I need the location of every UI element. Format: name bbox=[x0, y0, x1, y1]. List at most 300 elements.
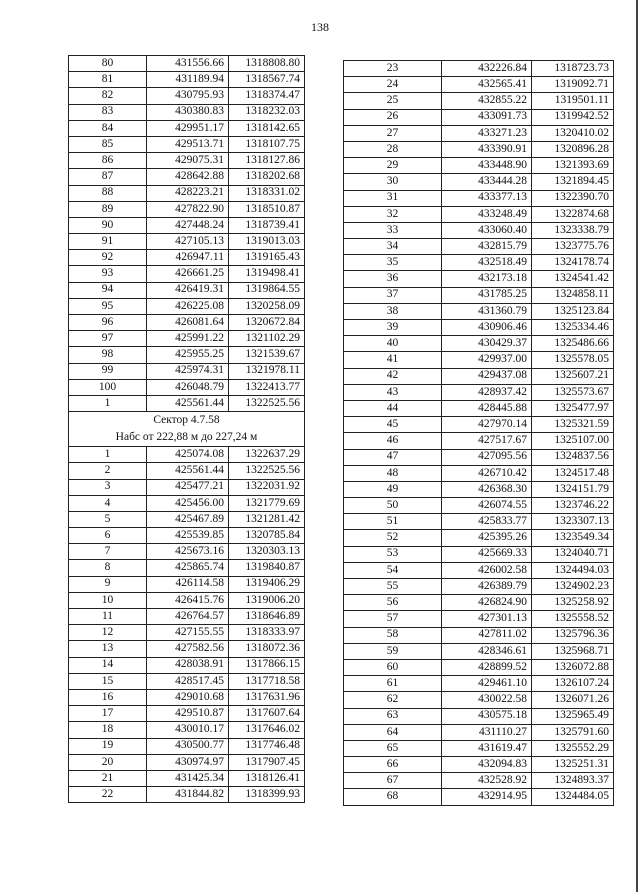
table-row bbox=[344, 158, 614, 174]
x-coordinate: 428642.88 bbox=[147, 169, 229, 185]
table-row bbox=[344, 77, 614, 93]
x-coordinate: 429513.71 bbox=[147, 136, 229, 152]
y-coordinate: 1322413.77 bbox=[229, 379, 305, 395]
x-coordinate: 425669.33 bbox=[442, 546, 532, 562]
y-coordinate: 1325573.67 bbox=[532, 384, 614, 400]
x-coordinate: 433060.40 bbox=[442, 222, 532, 238]
x-coordinate: 426389.79 bbox=[442, 579, 532, 595]
table-row bbox=[69, 528, 305, 544]
table-row bbox=[69, 673, 305, 689]
table-row bbox=[69, 201, 305, 217]
point-number: 94 bbox=[69, 282, 147, 298]
point-number: 52 bbox=[344, 530, 442, 546]
y-coordinate: 1324858.11 bbox=[532, 287, 614, 303]
table-row bbox=[344, 125, 614, 141]
point-number: 40 bbox=[344, 336, 442, 352]
y-coordinate: 1319498.41 bbox=[229, 266, 305, 282]
x-coordinate: 426368.30 bbox=[442, 481, 532, 497]
table-row bbox=[344, 206, 614, 222]
point-number: 27 bbox=[344, 125, 442, 141]
point-number: 56 bbox=[344, 595, 442, 611]
y-coordinate: 1317746.48 bbox=[229, 738, 305, 754]
x-coordinate: 433091.73 bbox=[442, 109, 532, 125]
point-number: 32 bbox=[344, 206, 442, 222]
y-coordinate: 1317718.58 bbox=[229, 673, 305, 689]
x-coordinate: 427105.13 bbox=[147, 234, 229, 250]
point-number: 43 bbox=[344, 384, 442, 400]
point-number: 49 bbox=[344, 481, 442, 497]
y-coordinate: 1317907.45 bbox=[229, 754, 305, 770]
coordinates-rows-top bbox=[69, 56, 305, 412]
coordinates-table-right bbox=[343, 60, 614, 806]
table-row bbox=[344, 239, 614, 255]
point-number: 36 bbox=[344, 271, 442, 287]
point-number: 34 bbox=[344, 239, 442, 255]
point-number: 91 bbox=[69, 234, 147, 250]
table-row bbox=[344, 255, 614, 271]
y-coordinate: 1325334.46 bbox=[532, 320, 614, 336]
y-coordinate: 1318126.41 bbox=[229, 770, 305, 786]
table-row bbox=[69, 641, 305, 657]
x-coordinate: 428445.88 bbox=[442, 400, 532, 416]
x-coordinate: 433248.49 bbox=[442, 206, 532, 222]
table-row bbox=[69, 560, 305, 576]
y-coordinate: 1322637.29 bbox=[229, 447, 305, 463]
y-coordinate: 1319092.71 bbox=[532, 77, 614, 93]
x-coordinate: 429937.00 bbox=[442, 352, 532, 368]
point-number: 93 bbox=[69, 266, 147, 282]
y-coordinate: 1324494.03 bbox=[532, 562, 614, 578]
point-number: 37 bbox=[344, 287, 442, 303]
y-coordinate: 1324040.71 bbox=[532, 546, 614, 562]
x-coordinate: 432226.84 bbox=[442, 61, 532, 77]
coordinates-rows-right bbox=[344, 61, 614, 806]
table-row bbox=[344, 109, 614, 125]
y-coordinate: 1325123.84 bbox=[532, 303, 614, 319]
table-row bbox=[69, 722, 305, 738]
point-number: 88 bbox=[69, 185, 147, 201]
y-coordinate: 1319942.52 bbox=[532, 109, 614, 125]
x-coordinate: 426048.79 bbox=[147, 379, 229, 395]
point-number: 92 bbox=[69, 250, 147, 266]
table-row bbox=[344, 449, 614, 465]
point-number: 25 bbox=[344, 93, 442, 109]
sector-header bbox=[69, 412, 305, 447]
y-coordinate: 1321894.45 bbox=[532, 174, 614, 190]
x-coordinate: 425833.77 bbox=[442, 514, 532, 530]
point-number: 51 bbox=[344, 514, 442, 530]
y-coordinate: 1326072.88 bbox=[532, 659, 614, 675]
x-coordinate: 431556.66 bbox=[147, 56, 229, 72]
y-coordinate: 1325968.71 bbox=[532, 643, 614, 659]
y-coordinate: 1322525.56 bbox=[229, 395, 305, 411]
x-coordinate: 430429.37 bbox=[442, 336, 532, 352]
x-coordinate: 427448.24 bbox=[147, 217, 229, 233]
point-number: 63 bbox=[344, 708, 442, 724]
point-number: 46 bbox=[344, 433, 442, 449]
x-coordinate: 432815.79 bbox=[442, 239, 532, 255]
point-number: 21 bbox=[69, 770, 147, 786]
y-coordinate: 1323338.79 bbox=[532, 222, 614, 238]
table-row bbox=[344, 303, 614, 319]
x-coordinate: 426415.76 bbox=[147, 592, 229, 608]
point-number: 57 bbox=[344, 611, 442, 627]
point-number: 28 bbox=[344, 141, 442, 157]
y-coordinate: 1318808.80 bbox=[229, 56, 305, 72]
point-number: 24 bbox=[344, 77, 442, 93]
point-number: 26 bbox=[344, 109, 442, 125]
table-row bbox=[344, 481, 614, 497]
table-row bbox=[69, 315, 305, 331]
y-coordinate: 1318127.86 bbox=[229, 153, 305, 169]
x-coordinate: 426081.64 bbox=[147, 315, 229, 331]
y-coordinate: 1323775.76 bbox=[532, 239, 614, 255]
y-coordinate: 1318374.47 bbox=[229, 88, 305, 104]
table-row bbox=[344, 141, 614, 157]
point-number: 67 bbox=[344, 773, 442, 789]
y-coordinate: 1318072.36 bbox=[229, 641, 305, 657]
y-coordinate: 1325251.31 bbox=[532, 757, 614, 773]
table-row bbox=[344, 400, 614, 416]
table-row bbox=[69, 511, 305, 527]
x-coordinate: 425865.74 bbox=[147, 560, 229, 576]
point-number: 41 bbox=[344, 352, 442, 368]
x-coordinate: 427582.56 bbox=[147, 641, 229, 657]
y-coordinate: 1321539.67 bbox=[229, 347, 305, 363]
point-number: 60 bbox=[344, 659, 442, 675]
table-row bbox=[69, 250, 305, 266]
y-coordinate: 1319840.87 bbox=[229, 560, 305, 576]
point-number: 18 bbox=[69, 722, 147, 738]
x-coordinate: 426947.11 bbox=[147, 250, 229, 266]
table-row bbox=[69, 120, 305, 136]
y-coordinate: 1324902.23 bbox=[532, 579, 614, 595]
y-coordinate: 1320896.28 bbox=[532, 141, 614, 157]
table-row bbox=[69, 104, 305, 120]
point-number: 4 bbox=[69, 495, 147, 511]
table-row bbox=[344, 384, 614, 400]
x-coordinate: 433377.13 bbox=[442, 190, 532, 206]
y-coordinate: 1318331.02 bbox=[229, 185, 305, 201]
x-coordinate: 425539.85 bbox=[147, 528, 229, 544]
point-number: 97 bbox=[69, 331, 147, 347]
x-coordinate: 433390.91 bbox=[442, 141, 532, 157]
x-coordinate: 428038.91 bbox=[147, 657, 229, 673]
table-row bbox=[69, 689, 305, 705]
point-number: 6 bbox=[69, 528, 147, 544]
y-coordinate: 1319501.11 bbox=[532, 93, 614, 109]
point-number: 9 bbox=[69, 576, 147, 592]
x-coordinate: 430010.17 bbox=[147, 722, 229, 738]
table-row bbox=[69, 282, 305, 298]
y-coordinate: 1320303.13 bbox=[229, 544, 305, 560]
table-row bbox=[344, 93, 614, 109]
point-number: 96 bbox=[69, 315, 147, 331]
y-coordinate: 1321102.29 bbox=[229, 331, 305, 347]
point-number: 55 bbox=[344, 579, 442, 595]
point-number: 35 bbox=[344, 255, 442, 271]
x-coordinate: 425467.89 bbox=[147, 511, 229, 527]
point-number: 89 bbox=[69, 201, 147, 217]
table-row bbox=[344, 61, 614, 77]
table-row bbox=[344, 789, 614, 805]
x-coordinate: 432855.22 bbox=[442, 93, 532, 109]
y-coordinate: 1323549.34 bbox=[532, 530, 614, 546]
table-row bbox=[69, 544, 305, 560]
table-row bbox=[344, 336, 614, 352]
x-coordinate: 427811.02 bbox=[442, 627, 532, 643]
x-coordinate: 427155.55 bbox=[147, 625, 229, 641]
point-number: 13 bbox=[69, 641, 147, 657]
point-number: 82 bbox=[69, 88, 147, 104]
table-row bbox=[344, 773, 614, 789]
point-number: 50 bbox=[344, 498, 442, 514]
y-coordinate: 1324178.74 bbox=[532, 255, 614, 271]
x-coordinate: 427095.56 bbox=[442, 449, 532, 465]
point-number: 68 bbox=[344, 789, 442, 805]
y-coordinate: 1318232.03 bbox=[229, 104, 305, 120]
x-coordinate: 426661.25 bbox=[147, 266, 229, 282]
y-coordinate: 1318739.41 bbox=[229, 217, 305, 233]
point-number: 3 bbox=[69, 479, 147, 495]
table-row bbox=[69, 592, 305, 608]
table-row bbox=[69, 495, 305, 511]
y-coordinate: 1325791.60 bbox=[532, 724, 614, 740]
y-coordinate: 1325607.21 bbox=[532, 368, 614, 384]
table-row bbox=[69, 185, 305, 201]
table-row bbox=[344, 352, 614, 368]
y-coordinate: 1319406.29 bbox=[229, 576, 305, 592]
x-coordinate: 429075.31 bbox=[147, 153, 229, 169]
point-number: 16 bbox=[69, 689, 147, 705]
y-coordinate: 1318142.65 bbox=[229, 120, 305, 136]
point-number: 85 bbox=[69, 136, 147, 152]
point-number: 61 bbox=[344, 676, 442, 692]
y-coordinate: 1318646.89 bbox=[229, 609, 305, 625]
y-coordinate: 1318202.68 bbox=[229, 169, 305, 185]
point-number: 15 bbox=[69, 673, 147, 689]
table-row bbox=[344, 611, 614, 627]
table-row bbox=[69, 347, 305, 363]
y-coordinate: 1324484.05 bbox=[532, 789, 614, 805]
x-coordinate: 433448.90 bbox=[442, 158, 532, 174]
x-coordinate: 431785.25 bbox=[442, 287, 532, 303]
y-coordinate: 1318399.93 bbox=[229, 787, 305, 803]
x-coordinate: 428937.42 bbox=[442, 384, 532, 400]
point-number: 62 bbox=[344, 692, 442, 708]
y-coordinate: 1321978.11 bbox=[229, 363, 305, 379]
point-number: 81 bbox=[69, 72, 147, 88]
x-coordinate: 433444.28 bbox=[442, 174, 532, 190]
x-coordinate: 426764.57 bbox=[147, 609, 229, 625]
x-coordinate: 425974.31 bbox=[147, 363, 229, 379]
point-number: 87 bbox=[69, 169, 147, 185]
table-row bbox=[344, 190, 614, 206]
x-coordinate: 431360.79 bbox=[442, 303, 532, 319]
x-coordinate: 432094.83 bbox=[442, 757, 532, 773]
table-row bbox=[69, 576, 305, 592]
table-row bbox=[69, 266, 305, 282]
coordinates-table-left bbox=[68, 55, 305, 803]
x-coordinate: 426824.90 bbox=[442, 595, 532, 611]
table-row bbox=[344, 740, 614, 756]
y-coordinate: 1319864.55 bbox=[229, 282, 305, 298]
table-row bbox=[69, 136, 305, 152]
y-coordinate: 1319006.20 bbox=[229, 592, 305, 608]
table-row bbox=[344, 530, 614, 546]
y-coordinate: 1324837.56 bbox=[532, 449, 614, 465]
point-number: 38 bbox=[344, 303, 442, 319]
point-number: 65 bbox=[344, 740, 442, 756]
x-coordinate: 431110.27 bbox=[442, 724, 532, 740]
table-row bbox=[344, 320, 614, 336]
x-coordinate: 430974.97 bbox=[147, 754, 229, 770]
x-coordinate: 430906.46 bbox=[442, 320, 532, 336]
y-coordinate: 1325477.97 bbox=[532, 400, 614, 416]
x-coordinate: 426074.55 bbox=[442, 498, 532, 514]
point-number: 44 bbox=[344, 400, 442, 416]
y-coordinate: 1317646.02 bbox=[229, 722, 305, 738]
table-row bbox=[69, 463, 305, 479]
x-coordinate: 425477.21 bbox=[147, 479, 229, 495]
x-coordinate: 428346.61 bbox=[442, 643, 532, 659]
point-number: 42 bbox=[344, 368, 442, 384]
y-coordinate: 1320785.84 bbox=[229, 528, 305, 544]
point-number: 17 bbox=[69, 706, 147, 722]
y-coordinate: 1320258.09 bbox=[229, 298, 305, 314]
x-coordinate: 429461.10 bbox=[442, 676, 532, 692]
table-row bbox=[344, 595, 614, 611]
table-row bbox=[69, 379, 305, 395]
scan-edge-line bbox=[636, 0, 638, 892]
y-coordinate: 1321393.69 bbox=[532, 158, 614, 174]
table-row bbox=[344, 271, 614, 287]
table-row bbox=[69, 625, 305, 641]
point-number: 31 bbox=[344, 190, 442, 206]
table-row bbox=[344, 417, 614, 433]
y-coordinate: 1325578.05 bbox=[532, 352, 614, 368]
point-number: 59 bbox=[344, 643, 442, 659]
y-coordinate: 1319013.03 bbox=[229, 234, 305, 250]
table-row bbox=[69, 754, 305, 770]
point-number: 80 bbox=[69, 56, 147, 72]
x-coordinate: 432173.18 bbox=[442, 271, 532, 287]
point-number: 64 bbox=[344, 724, 442, 740]
y-coordinate: 1320410.02 bbox=[532, 125, 614, 141]
y-coordinate: 1320672.84 bbox=[229, 315, 305, 331]
x-coordinate: 432914.95 bbox=[442, 789, 532, 805]
point-number: 11 bbox=[69, 609, 147, 625]
point-number: 48 bbox=[344, 465, 442, 481]
x-coordinate: 429951.17 bbox=[147, 120, 229, 136]
y-coordinate: 1321779.69 bbox=[229, 495, 305, 511]
table-row bbox=[69, 447, 305, 463]
table-row bbox=[344, 174, 614, 190]
x-coordinate: 430022.58 bbox=[442, 692, 532, 708]
table-row bbox=[344, 498, 614, 514]
y-coordinate: 1318333.97 bbox=[229, 625, 305, 641]
table-row bbox=[69, 657, 305, 673]
y-coordinate: 1321281.42 bbox=[229, 511, 305, 527]
y-coordinate: 1323307.13 bbox=[532, 514, 614, 530]
point-number: 58 bbox=[344, 627, 442, 643]
y-coordinate: 1324893.37 bbox=[532, 773, 614, 789]
table-row bbox=[344, 433, 614, 449]
table-row bbox=[344, 579, 614, 595]
point-number: 95 bbox=[69, 298, 147, 314]
table-row bbox=[69, 169, 305, 185]
table-row bbox=[69, 56, 305, 72]
x-coordinate: 431619.47 bbox=[442, 740, 532, 756]
x-coordinate: 427822.90 bbox=[147, 201, 229, 217]
point-number: 19 bbox=[69, 738, 147, 754]
table-row bbox=[344, 708, 614, 724]
x-coordinate: 429437.08 bbox=[442, 368, 532, 384]
x-coordinate: 426114.58 bbox=[147, 576, 229, 592]
point-number: 66 bbox=[344, 757, 442, 773]
y-coordinate: 1318723.73 bbox=[532, 61, 614, 77]
table-row bbox=[344, 757, 614, 773]
point-number: 33 bbox=[344, 222, 442, 238]
point-number: 30 bbox=[344, 174, 442, 190]
y-coordinate: 1318567.74 bbox=[229, 72, 305, 88]
x-coordinate: 431844.82 bbox=[147, 787, 229, 803]
x-coordinate: 425673.16 bbox=[147, 544, 229, 560]
point-number: 29 bbox=[344, 158, 442, 174]
table-row bbox=[344, 514, 614, 530]
y-coordinate: 1317607.64 bbox=[229, 706, 305, 722]
y-coordinate: 1317631.96 bbox=[229, 689, 305, 705]
point-number: 23 bbox=[344, 61, 442, 77]
y-coordinate: 1322874.68 bbox=[532, 206, 614, 222]
point-number: 39 bbox=[344, 320, 442, 336]
table-row bbox=[344, 465, 614, 481]
y-coordinate: 1324541.42 bbox=[532, 271, 614, 287]
table-row bbox=[69, 298, 305, 314]
y-coordinate: 1325552.29 bbox=[532, 740, 614, 756]
y-coordinate: 1322390.70 bbox=[532, 190, 614, 206]
point-number: 98 bbox=[69, 347, 147, 363]
table-row bbox=[344, 659, 614, 675]
table-row bbox=[69, 609, 305, 625]
point-number: 22 bbox=[69, 787, 147, 803]
y-coordinate: 1325321.59 bbox=[532, 417, 614, 433]
y-coordinate: 1326107.24 bbox=[532, 676, 614, 692]
y-coordinate: 1319165.43 bbox=[229, 250, 305, 266]
x-coordinate: 426710.42 bbox=[442, 465, 532, 481]
table-row bbox=[344, 287, 614, 303]
y-coordinate: 1317866.15 bbox=[229, 657, 305, 673]
table-row bbox=[69, 479, 305, 495]
x-coordinate: 430575.18 bbox=[442, 708, 532, 724]
x-coordinate: 426002.58 bbox=[442, 562, 532, 578]
y-coordinate: 1322525.56 bbox=[229, 463, 305, 479]
coordinates-rows-bottom bbox=[69, 447, 305, 803]
table-row bbox=[69, 331, 305, 347]
y-coordinate: 1326071.26 bbox=[532, 692, 614, 708]
point-number: 8 bbox=[69, 560, 147, 576]
point-number: 14 bbox=[69, 657, 147, 673]
x-coordinate: 425561.44 bbox=[147, 463, 229, 479]
x-coordinate: 432528.92 bbox=[442, 773, 532, 789]
x-coordinate: 426419.31 bbox=[147, 282, 229, 298]
x-coordinate: 431189.94 bbox=[147, 72, 229, 88]
sector-title-row bbox=[69, 412, 305, 430]
point-number: 53 bbox=[344, 546, 442, 562]
x-coordinate: 428223.21 bbox=[147, 185, 229, 201]
x-coordinate: 430795.93 bbox=[147, 88, 229, 104]
table-row bbox=[344, 368, 614, 384]
